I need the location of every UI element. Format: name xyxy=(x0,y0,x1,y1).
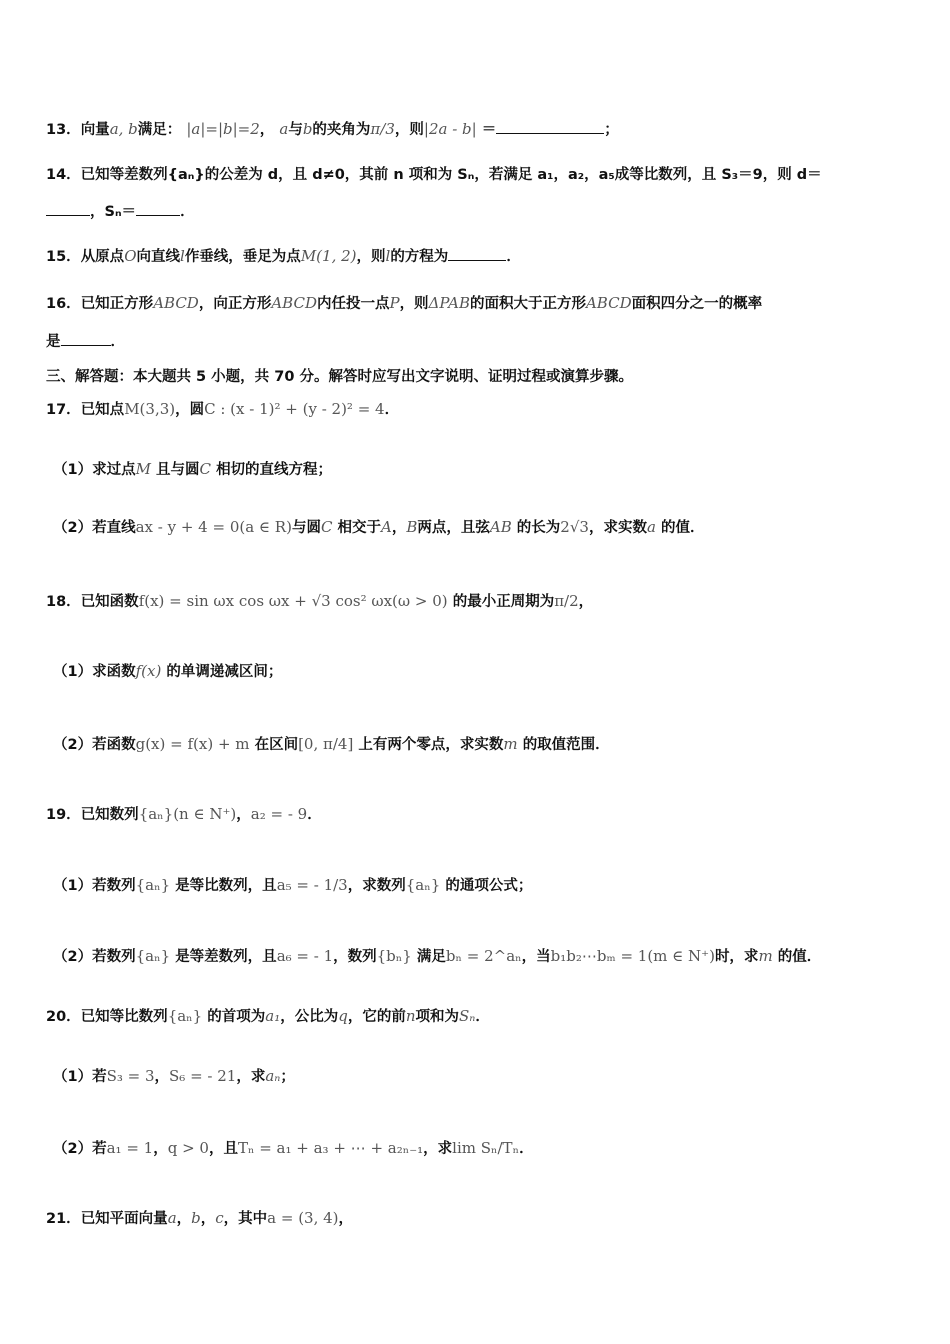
math: n xyxy=(405,1007,416,1025)
text: ，求 xyxy=(236,1069,266,1085)
question-18-part-1 xyxy=(53,660,282,681)
math: B xyxy=(406,518,418,536)
text: 相交于 xyxy=(337,520,381,536)
math: lim Sₙ/Tₙ xyxy=(452,1139,520,1157)
text: （2）若数列 xyxy=(53,949,136,965)
text: 满足 xyxy=(416,949,446,965)
text: 的取值范围． xyxy=(522,737,610,753)
math: M(3,3) xyxy=(124,400,176,418)
question-number: 20． xyxy=(46,1009,81,1025)
math: ΔPAB xyxy=(428,294,470,312)
text: 时，求 xyxy=(714,949,759,965)
text: ， xyxy=(236,807,251,823)
math: ax - y + 4 = 0(a ∈ R) xyxy=(135,518,292,536)
question-number: 16． xyxy=(46,296,81,312)
math: b₁b₂⋯bₘ = 1(m ∈ N⁺) xyxy=(550,947,715,965)
math: {aₙ} xyxy=(135,947,171,965)
question-18-part-2 xyxy=(53,733,610,754)
text: ，当 xyxy=(521,949,551,965)
math: m xyxy=(758,947,773,965)
math: q xyxy=(338,1007,348,1025)
question-number: 15． xyxy=(46,249,81,265)
text: ，且 xyxy=(208,1141,238,1157)
math: g(x) = f(x) + m xyxy=(135,735,250,753)
answer-blank[interactable] xyxy=(448,248,506,261)
math: ABCD xyxy=(585,294,632,312)
text: 项和为 xyxy=(415,1009,460,1025)
question-17-part-1 xyxy=(53,458,332,479)
math: S₃ = 3 xyxy=(106,1067,155,1085)
text: ，则 xyxy=(394,122,424,138)
math: [0, π/4] xyxy=(298,735,354,753)
math: a xyxy=(279,120,289,138)
text: ，则 xyxy=(399,296,429,312)
question-19-part-1 xyxy=(53,874,532,895)
text: ， xyxy=(200,1211,216,1227)
text: （1）求函数 xyxy=(53,664,136,680)
math: b xyxy=(302,120,313,138)
math: aₙ xyxy=(265,1067,281,1085)
answer-blank[interactable] xyxy=(46,203,90,216)
math: C : (x - 1)² + (y - 2)² = 4 xyxy=(204,400,385,418)
text: ，它的前 xyxy=(347,1009,406,1025)
text: ． xyxy=(506,249,521,265)
math: q > 0 xyxy=(167,1139,209,1157)
math: M(1, 2) xyxy=(300,247,357,265)
math: |a|=|b|=2 xyxy=(186,120,260,138)
text: （2）若直线 xyxy=(53,520,136,536)
text: 两点，且弦 xyxy=(417,520,490,536)
math: AB xyxy=(489,518,512,536)
question-number: 18． xyxy=(46,594,81,610)
text: ． xyxy=(110,334,125,350)
text: 从原点 xyxy=(80,249,125,265)
text: ， xyxy=(391,520,407,536)
text: 已知点 xyxy=(80,402,125,418)
math: P xyxy=(389,294,400,312)
math: m xyxy=(503,735,518,753)
text: ． xyxy=(307,807,322,823)
text: 是等比数列，且 xyxy=(175,878,277,894)
math: a, b xyxy=(109,120,138,138)
question-19-part-2 xyxy=(53,945,821,966)
math: ABCD xyxy=(271,294,317,312)
math: |2a - b| xyxy=(423,120,477,138)
text: （1）求过点 xyxy=(53,462,136,478)
text: ，求实数 xyxy=(588,520,647,536)
text: 向量 xyxy=(80,122,110,138)
text: 已知数列 xyxy=(80,807,139,823)
math: {aₙ} xyxy=(405,876,441,894)
math: A xyxy=(381,518,392,536)
text: （1）若 xyxy=(53,1069,107,1085)
question-14-line-1 xyxy=(46,163,822,184)
answer-blank[interactable] xyxy=(136,203,180,216)
math: π/2 xyxy=(554,592,579,610)
math: bₙ = 2^aₙ xyxy=(445,947,522,965)
text: ，数列 xyxy=(333,949,377,965)
text: ． xyxy=(475,1009,490,1025)
text: 的通项公式； xyxy=(445,878,533,894)
question-20 xyxy=(46,1005,490,1026)
text: （2）若函数 xyxy=(53,737,136,753)
question-19 xyxy=(46,803,322,824)
question-number: 19． xyxy=(46,807,81,823)
text: 已知等比数列 xyxy=(80,1009,168,1025)
text: ，则 xyxy=(356,249,386,265)
math: Tₙ = a₁ + a₃ + ⋯ + a₂ₙ₋₁ xyxy=(237,1139,424,1157)
text: 向直线 xyxy=(136,249,180,265)
question-17 xyxy=(46,398,399,419)
text: 已知正方形 xyxy=(80,296,154,312)
question-number: 21． xyxy=(46,1211,81,1227)
text: ； xyxy=(280,1069,295,1085)
math: 2√3 xyxy=(560,518,589,536)
question-number: 13． xyxy=(46,122,81,138)
text: 与圆 xyxy=(291,520,321,536)
answer-blank[interactable] xyxy=(496,121,604,134)
math: a xyxy=(167,1209,177,1227)
math: b xyxy=(191,1209,201,1227)
math: {aₙ} xyxy=(135,876,171,894)
text: 与 xyxy=(288,122,303,138)
text: 的值． xyxy=(777,949,822,965)
math: a₂ = - 9 xyxy=(250,805,308,823)
text: 且与圆 xyxy=(156,462,200,478)
question-20-part-1 xyxy=(53,1065,295,1086)
math: C xyxy=(320,518,333,536)
text: 满足： xyxy=(137,122,182,138)
text: ． xyxy=(384,402,400,418)
math: a xyxy=(646,518,656,536)
text: ，向正方形 xyxy=(198,296,272,312)
text: ＝ xyxy=(481,122,497,138)
math: π/3 xyxy=(370,120,395,138)
question-20-part-2 xyxy=(53,1137,534,1158)
text: 的长为 xyxy=(516,520,561,536)
text: ； xyxy=(604,122,619,138)
text: 上有两个零点，求实数 xyxy=(358,737,504,753)
question-number: 17． xyxy=(46,402,81,418)
text: 是 xyxy=(46,334,61,350)
text: ． xyxy=(519,1141,534,1157)
math: l xyxy=(180,247,185,265)
question-13 xyxy=(46,118,619,139)
text: ， xyxy=(176,1211,192,1227)
math: f(x) xyxy=(135,662,162,680)
question-14-line-2 xyxy=(46,200,195,221)
text: 已知平面向量 xyxy=(80,1211,168,1227)
text: （1）若数列 xyxy=(53,878,136,894)
text: ，Sₙ＝ xyxy=(90,204,137,220)
text: ， xyxy=(154,1069,170,1085)
text: ， xyxy=(153,1141,168,1157)
text: 的方程为 xyxy=(390,249,449,265)
text: 面积四分之一的概率 xyxy=(631,296,763,312)
math: Sₙ xyxy=(459,1007,476,1025)
text: 的首项为 xyxy=(207,1009,266,1025)
question-18 xyxy=(46,590,593,611)
text: 已知函数 xyxy=(80,594,139,610)
question-21 xyxy=(46,1207,353,1228)
text: ， xyxy=(338,1211,354,1227)
math: a₆ = - 1 xyxy=(276,947,334,965)
math: O xyxy=(124,247,137,265)
question-15 xyxy=(46,245,521,266)
text: ， xyxy=(578,594,594,610)
question-16-line-1 xyxy=(46,292,762,313)
math: c xyxy=(215,1209,224,1227)
math: {bₙ} xyxy=(376,947,412,965)
text: ，求 xyxy=(423,1141,453,1157)
text: 的最小正周期为 xyxy=(452,594,555,610)
question-16-line-2 xyxy=(46,330,125,351)
text: 的值． xyxy=(660,520,705,536)
math: M xyxy=(135,460,151,478)
text: （2）若 xyxy=(53,1141,107,1157)
math: {aₙ} xyxy=(167,1007,203,1025)
math: a₁ xyxy=(265,1007,281,1025)
text: ， xyxy=(259,122,275,138)
text: 14．已知等差数列{aₙ}的公差为 d，且 d≠0，其前 n 项和为 Sₙ，若满足 a₁，a₂，a₅成等比数列，且 S₃＝9，则 d＝ xyxy=(46,167,822,183)
text: ，圆 xyxy=(175,402,205,418)
text: 在区间 xyxy=(254,737,299,753)
text: ，其中 xyxy=(223,1211,268,1227)
section-3-heading: 三、解答题：本大题共 5 小题，共 70 分。解答时应写出文字说明、证明过程或演算步骤。 xyxy=(46,369,633,385)
math: a₁ = 1 xyxy=(106,1139,154,1157)
text: 的面积大于正方形 xyxy=(469,296,586,312)
math: l xyxy=(385,247,391,265)
text: 的单调递减区间； xyxy=(166,664,283,680)
math: {aₙ}(n ∈ N⁺) xyxy=(138,805,237,823)
text: 内任投一点 xyxy=(316,296,390,312)
text: 作垂线，垂足为点 xyxy=(184,249,301,265)
text: 相切的直线方程； xyxy=(216,462,333,478)
math: a = (3, 4) xyxy=(267,1209,339,1227)
text: ，求数列 xyxy=(347,878,406,894)
text: ． xyxy=(180,204,195,220)
math: a₅ = - 1/3 xyxy=(276,876,348,894)
math: f(x) = sin ωx cos ωx + √3 cos² ωx(ω > 0) xyxy=(138,592,448,610)
text: 是等差数列，且 xyxy=(175,949,277,965)
math: C xyxy=(199,460,211,478)
question-17-part-2 xyxy=(53,516,704,537)
text: ，公比为 xyxy=(280,1009,339,1025)
math: S₆ = - 21 xyxy=(169,1067,237,1085)
answer-blank[interactable] xyxy=(61,333,111,346)
text: 的夹角为 xyxy=(312,122,371,138)
math: ABCD xyxy=(153,294,199,312)
